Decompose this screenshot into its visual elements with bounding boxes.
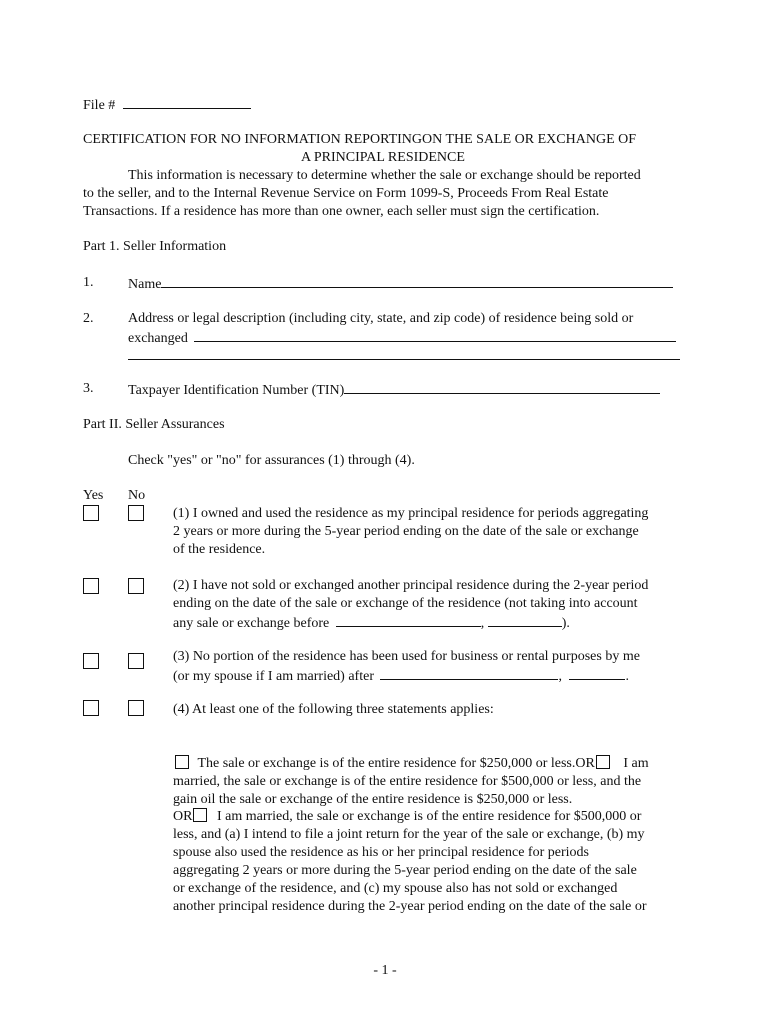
address-field: [128, 328, 676, 348]
statement-1-checkbox[interactable]: [175, 755, 189, 769]
assurance-1-line3: of the residence.: [173, 542, 266, 557]
statement-3-line2: less, and (a) I intend to file a joint return for the year of the sale or exchange, (b) my: [173, 827, 645, 842]
statement-2-start: I am: [623, 756, 649, 771]
file-number-label: File #: [83, 98, 116, 113]
assurance-2-line1: (2) I have not sold or exchanged another principal residence during the 2-year period: [173, 578, 649, 593]
statement-2-line2: married, the sale or exchange is of the entire residence for $500,000 or less, and the: [173, 774, 642, 789]
assurance-4-no-checkbox[interactable]: [128, 700, 144, 716]
statement-2-line3: gain oil the sale or exchange of the entire residence is $250,000 or less.: [173, 792, 573, 807]
name-field: [128, 274, 673, 294]
assurance-3-period: .: [625, 669, 629, 684]
part2-heading: Part II. Seller Assurances: [83, 417, 225, 432]
tin-input[interactable]: [344, 380, 660, 394]
assurance-2-close: ).: [561, 616, 570, 631]
assurance-3-line2-text: (or my spouse if I am married) after: [173, 669, 374, 684]
file-number-field: [83, 95, 251, 115]
assurance-1-line1: (1) I owned and used the residence as my principal residence for periods aggregating: [173, 506, 649, 521]
statement-3-line3: spouse also used the residence as his or her principal residence for periods: [173, 845, 589, 860]
intro-line-2: to the seller, and to the Internal Revenue Service on Form 1099-S, Proceeds From Real Estate: [83, 186, 609, 201]
item1-number: 1.: [83, 275, 94, 290]
assurance-3-line1: (3) No portion of the residence has been used for business or rental purposes by me: [173, 649, 640, 664]
tin-field: [128, 380, 660, 400]
assurance-3-yes-checkbox[interactable]: [83, 653, 99, 669]
statement-3-row: [173, 808, 641, 826]
intro-line-1: This information is necessary to determine whether the sale or exchange should be reported: [128, 168, 641, 183]
prior-sale-year-input[interactable]: [488, 613, 562, 627]
assurance-3-line2: [173, 666, 629, 686]
tin-label: Taxpayer Identification Number (TIN): [128, 383, 345, 398]
name-label: Name: [128, 277, 162, 292]
statement-3-line5: or exchange of the residence, and (c) my spouse also has not sold or exchanged: [173, 881, 618, 896]
assurance-2-line3-text: any sale or exchange before: [173, 616, 330, 631]
assurance-2-line3: [173, 613, 570, 633]
address-input-line2[interactable]: [128, 359, 680, 360]
address-input-line1[interactable]: [194, 328, 676, 342]
yes-column-label: Yes: [83, 488, 104, 503]
prior-sale-date-input[interactable]: [336, 613, 481, 627]
form-title-line2: A PRINCIPAL RESIDENCE: [301, 150, 465, 165]
assurance-3-no-checkbox[interactable]: [128, 653, 144, 669]
assurance-instruction: Check "yes" or "no" for assurances (1) through (4).: [128, 453, 415, 468]
assurance-4-text: (4) At least one of the following three statements applies:: [173, 702, 494, 717]
statement-1-row: [175, 755, 649, 773]
assurance-3-comma: ,: [558, 669, 562, 684]
address-label-line1: Address or legal description (including city, state, and zip code) of residence being sold or: [128, 311, 634, 326]
assurance-2-comma: ,: [480, 616, 485, 631]
statement-3-line6: another principal residence during the 2-year period ending on the date of the sale or: [173, 899, 647, 914]
business-use-year-input[interactable]: [569, 666, 625, 680]
form-title-line1: CERTIFICATION FOR NO INFORMATION REPORTINGON THE SALE OR EXCHANGE OF: [83, 132, 637, 147]
address-label-line2: exchanged: [128, 331, 188, 346]
statement-1-text: The sale or exchange is of the entire residence for $250,000 or less.OR: [197, 756, 595, 771]
assurance-1-yes-checkbox[interactable]: [83, 505, 99, 521]
assurance-1-line2: 2 years or more during the 5-year period ending on the date of the sale or exchange: [173, 524, 639, 539]
statement-3-checkbox[interactable]: [193, 808, 207, 822]
statement-3-line4: aggregating 2 years or more during the 5-year period ending on the date of the sale: [173, 863, 637, 878]
statement-2-checkbox[interactable]: [596, 755, 610, 769]
item2-number: 2.: [83, 311, 94, 326]
statement-3-start: I am married, the sale or exchange is of the entire residence for $500,000 or: [216, 809, 642, 824]
assurance-2-no-checkbox[interactable]: [128, 578, 144, 594]
assurance-4-yes-checkbox[interactable]: [83, 700, 99, 716]
intro-line-3: Transactions. If a residence has more than one owner, each seller must sign the certification.: [83, 204, 600, 219]
no-column-label: No: [128, 488, 146, 503]
assurance-2-yes-checkbox[interactable]: [83, 578, 99, 594]
statement-3-or-label: OR: [173, 809, 193, 824]
business-use-date-input[interactable]: [380, 666, 558, 680]
assurance-2-line2: ending on the date of the sale or exchange of the residence (not taking into account: [173, 596, 638, 611]
part1-heading: Part 1. Seller Information: [83, 239, 227, 254]
assurance-1-no-checkbox[interactable]: [128, 505, 144, 521]
file-number-input[interactable]: [123, 95, 251, 109]
page-number: - 1 -: [373, 963, 397, 978]
name-input[interactable]: [161, 274, 673, 288]
item3-number: 3.: [83, 381, 94, 396]
